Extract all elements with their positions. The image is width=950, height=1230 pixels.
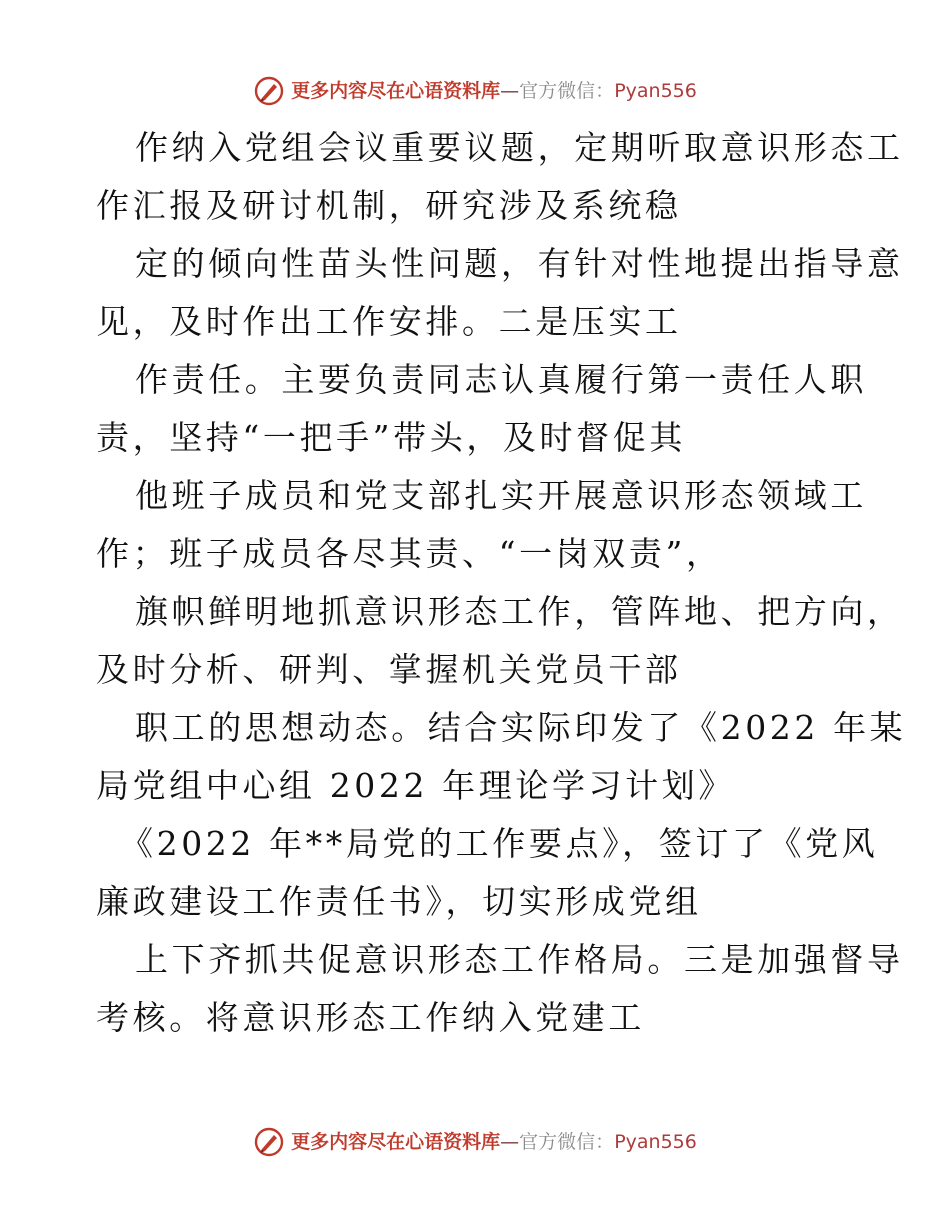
text-line: 见，及时作出工作安排。二是压实工	[96, 302, 682, 341]
text-line: 作汇报及研讨机制，研究涉及系统稳	[96, 186, 682, 225]
watermark-dash: —	[500, 1131, 520, 1153]
text-line: 及时分析、研判、掌握机关党员干部	[96, 650, 682, 689]
watermark-official-label: 官方微信：	[519, 80, 615, 102]
watermark-brand: 更多内容尽在心语资料库	[291, 80, 501, 102]
watermark-official-label: 官方微信：	[519, 1131, 615, 1153]
text-line: 旗帜鲜明地抓意识形态工作，管阵地、把方向，	[135, 592, 904, 631]
text-line: 作纳入党组会议重要议题，定期听取意识形态工	[135, 128, 904, 167]
text-line: 职工的思想动态。结合实际印发了《2022 年某	[135, 708, 907, 747]
text-line: 上下齐抓共促意识形态工作格局。三是加强督导	[135, 940, 904, 979]
header-watermark	[0, 74, 950, 108]
text-line: 定的倾向性苗头性问题，有针对性地提出指导意	[135, 244, 904, 283]
footer-watermark	[0, 1125, 950, 1159]
watermark-brand: 更多内容尽在心语资料库	[291, 1131, 501, 1153]
text-line: 《2022 年**局党的工作要点》，签订了《党风	[120, 824, 879, 863]
pen-logo-icon	[253, 75, 285, 107]
text-line: 作责任。主要负责同志认真履行第一责任人职	[135, 360, 867, 399]
watermark-wechat-id: Pyan556	[614, 1131, 697, 1153]
text-line: 他班子成员和党支部扎实开展意识形态领域工	[135, 476, 867, 515]
pen-logo-icon	[253, 1126, 285, 1158]
text-line: 廉政建设工作责任书》，切实形成党组	[96, 882, 702, 921]
watermark-dash: —	[500, 80, 520, 102]
text-line: 考核。将意识形态工作纳入党建工	[96, 998, 645, 1037]
text-line: 局党组中心组 2022 年理论学习计划》	[96, 766, 735, 805]
watermark-wechat-id: Pyan556	[614, 80, 697, 102]
text-line: 作；班子成员各尽其责、“一岗双责”，	[96, 534, 723, 573]
text-line: 责，坚持“一把手”带头，及时督促其	[96, 418, 686, 457]
